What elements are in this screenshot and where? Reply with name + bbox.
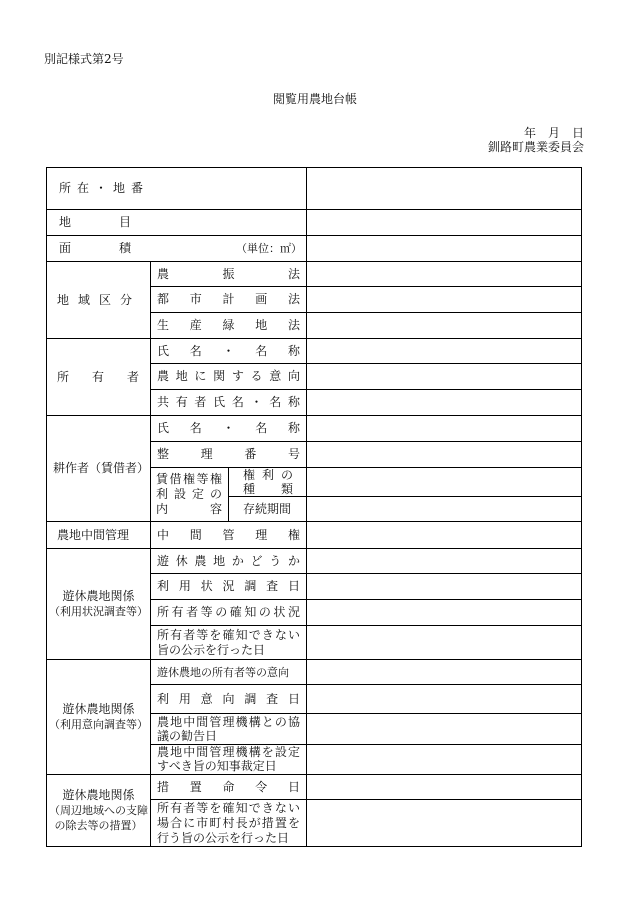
idle-measures-item-label: 措置命令日 [157, 780, 300, 794]
idle-survey-item-cell [151, 600, 307, 626]
cultivator-group-label: 耕作者（賃借者） [53, 461, 150, 475]
idle-intent-value-cell[interactable] [307, 660, 582, 685]
zoning-value-cell[interactable] [307, 313, 582, 339]
owner-value-cell[interactable] [307, 364, 582, 390]
lease-type-value-cell[interactable] [307, 468, 582, 497]
idle-survey-item-cell [151, 626, 307, 660]
cultivator-group-label-cell [47, 416, 151, 522]
idle-intent-value-cell[interactable] [307, 714, 582, 745]
idle-survey-item-label: 所有者等を確知できない [157, 628, 300, 642]
lease-type-label: 権利の [243, 468, 293, 482]
zoning-group-label-cell [47, 262, 151, 339]
zoning-item-label: 生産緑地法 [157, 318, 300, 332]
idle-measures-item-label: 行う旨の公示を行った日 [157, 831, 290, 845]
owner-item-cell [151, 364, 307, 390]
intermediary-label-cell [47, 522, 151, 549]
idle-survey-item-cell [151, 574, 307, 600]
idle-survey-item-label: 遊休農地かどうか [157, 554, 300, 568]
cultivator-value-cell[interactable] [307, 416, 582, 442]
idle-measures-label: 遊休農地関係 [62, 788, 135, 802]
owner-item-label: 共有者氏名・名称 [157, 395, 300, 409]
zoning-value-cell[interactable] [307, 287, 582, 313]
form-number: 別記様式第2号 [44, 52, 124, 66]
idle-survey-item-label: 所有者等の確知の状況 [157, 605, 300, 619]
idle-measures-label-cell [47, 775, 151, 847]
intermediary-item-cell [151, 522, 307, 549]
idle-survey-value-cell[interactable] [307, 600, 582, 626]
lease-duration-label: 存続期間 [243, 502, 292, 516]
idle-intent-item-label: 農地中間管理機構との協 [157, 715, 300, 729]
idle-intent-item-label: 農地中間管理機構を設定 [157, 745, 300, 759]
lease-label-line: 利設定の [156, 487, 222, 501]
lease-label-line: 賃借権等権 [156, 472, 222, 486]
date-line: 年 月 日 [523, 126, 584, 140]
area-value-cell[interactable] [307, 236, 582, 262]
idle-intent-item-label: 議の勧告日 [157, 729, 218, 743]
owner-item-cell [151, 390, 307, 416]
area-label: 面積 [59, 241, 180, 255]
location-label-cell [47, 168, 307, 210]
owner-item-label: 氏名・名称 [157, 344, 300, 358]
owner-item-label: 農地に関する意向 [157, 369, 300, 383]
owner-group-label: 所有者 [57, 370, 163, 384]
owner-value-cell[interactable] [307, 339, 582, 364]
zoning-item-label: 都市計画法 [157, 292, 300, 306]
land-category-value-cell[interactable] [307, 210, 582, 236]
lease-type-label: 種類 [243, 482, 293, 496]
idle-survey-item-label: 旨の公示を行った日 [157, 643, 266, 657]
lease-type-cell [229, 468, 307, 497]
location-label: 所在・地番 [59, 181, 150, 195]
lease-label-line: 内容 [156, 502, 222, 516]
idle-intent-item-label: 遊休農地の所有者等の意向 [157, 666, 289, 679]
lease-duration-value-cell[interactable] [307, 497, 582, 522]
cultivator-item-cell [151, 442, 307, 468]
intermediary-value-cell[interactable] [307, 522, 582, 549]
area-unit: （単位：㎡） [236, 242, 302, 255]
lease-duration-cell [229, 497, 307, 522]
idle-measures-value-cell[interactable] [307, 800, 582, 847]
idle-survey-value-cell[interactable] [307, 626, 582, 660]
location-value-cell[interactable] [307, 168, 582, 210]
area-label-cell [47, 236, 307, 262]
idle-intent-item-cell [151, 685, 307, 714]
cultivator-item-cell [151, 416, 307, 442]
idle-survey-label-cell [47, 549, 151, 660]
idle-survey-label: 遊休農地関係 [62, 589, 135, 603]
zoning-group-label: 地域区分 [57, 293, 142, 307]
intermediary-label: 農地中間管理 [57, 528, 130, 542]
idle-intent-item-label: すべき旨の知事裁定日 [157, 759, 277, 773]
idle-measures-sublabel: （周辺地域への支障 [49, 804, 148, 817]
idle-survey-value-cell[interactable] [307, 574, 582, 600]
idle-survey-item-cell [151, 549, 307, 574]
land-category-label-cell [47, 210, 307, 236]
cultivator-item-label: 整理番号 [157, 447, 300, 461]
idle-intent-item-label: 利用意向調査日 [157, 692, 300, 706]
zoning-value-cell[interactable] [307, 262, 582, 287]
idle-intent-label: 遊休農地関係 [62, 702, 135, 716]
lease-label-cell [151, 468, 229, 522]
idle-intent-label-cell [47, 660, 151, 775]
cultivator-value-cell[interactable] [307, 442, 582, 468]
idle-measures-value-cell[interactable] [307, 775, 582, 800]
cultivator-item-label: 氏名・名称 [157, 421, 300, 435]
idle-intent-value-cell[interactable] [307, 685, 582, 714]
land-category-label: 地目 [59, 215, 180, 229]
zoning-item-label: 農振法 [157, 267, 300, 281]
zoning-item-cell [151, 313, 307, 339]
owner-item-cell [151, 339, 307, 364]
register-table [46, 167, 582, 847]
idle-measures-item-cell [151, 775, 307, 800]
idle-measures-sublabel: の除去等の措置） [54, 819, 143, 832]
idle-intent-item-cell [151, 660, 307, 685]
idle-measures-item-label: 場合に市町村長が措置を [157, 816, 300, 830]
zoning-item-cell [151, 262, 307, 287]
idle-survey-sublabel: （利用状況調査等） [49, 605, 148, 618]
idle-intent-item-cell [151, 714, 307, 745]
idle-intent-sublabel: （利用意向調査等） [49, 718, 148, 731]
idle-intent-item-cell [151, 745, 307, 775]
owner-group-label-cell [47, 339, 163, 416]
document-title: 閲覧用農地台帳 [272, 92, 357, 106]
intermediary-item-label: 中間管理権 [157, 528, 300, 542]
idle-survey-value-cell[interactable] [307, 549, 582, 574]
idle-survey-item-label: 利用状況調査日 [157, 579, 300, 593]
zoning-item-cell [151, 287, 307, 313]
issuer-name: 釧路町農業委員会 [487, 140, 584, 154]
idle-measures-item-label: 所有者等を確知できない [157, 801, 300, 815]
idle-intent-value-cell[interactable] [307, 745, 582, 775]
owner-value-cell[interactable] [307, 390, 582, 416]
idle-measures-item-cell [151, 800, 307, 847]
